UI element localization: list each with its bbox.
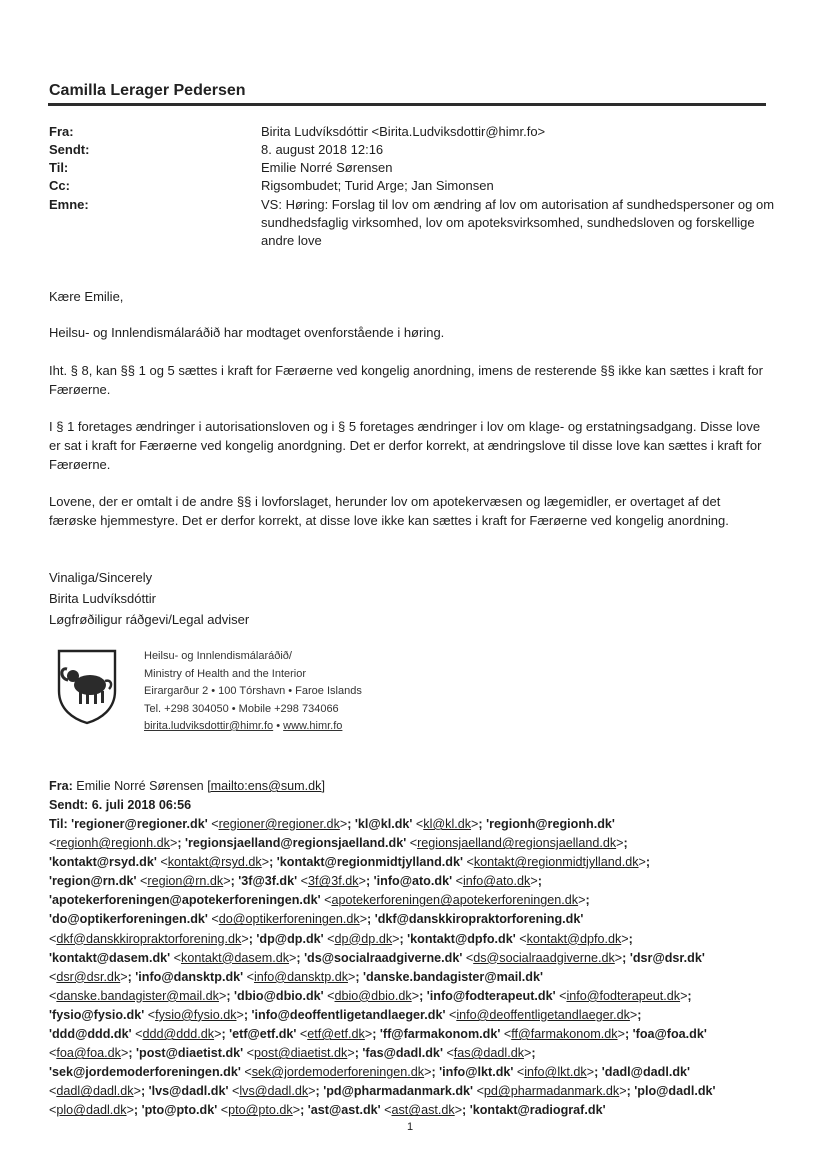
recipient-text: ; 'info@ato.dk' [365, 874, 456, 889]
recipient-bracket: < [246, 969, 254, 984]
recipient-bracket: < [173, 950, 182, 965]
from-value: Birita Ludvíksdóttir <Birita.Ludviksdottir@himr.fo> [261, 124, 546, 139]
recipient-line [49, 1063, 774, 1082]
recipient-bracket: > [169, 836, 178, 851]
recipient-bracket: < [232, 1084, 240, 1099]
recipient-line [49, 910, 774, 929]
recipient-email-link[interactable]: ddd@ddd.dk [142, 1027, 215, 1042]
page-number: 1 [407, 1121, 414, 1133]
recipient-email-link[interactable]: regionh@regionh.dk [56, 836, 170, 851]
recipient-email-link[interactable]: pto@pto.dk [228, 1103, 293, 1118]
signature [49, 567, 249, 630]
cc-value: Rigsombudet; Turid Arge; Jan Simonsen [261, 178, 494, 193]
recipient-line [49, 968, 774, 987]
recipient-email-link[interactable]: danske.bandagister@mail.dk [56, 988, 219, 1003]
recipient-email-link[interactable]: kl@kl.dk [423, 817, 472, 831]
recipient-email-link[interactable]: plo@dadl.dk [56, 1103, 127, 1118]
recipient-email-link[interactable]: kontakt@rsyd.dk [167, 855, 262, 870]
recipient-bracket: < [220, 1103, 229, 1118]
recipient-bracket: < [465, 950, 474, 965]
org-web-link[interactable]: www.himr.fo [283, 720, 343, 732]
recipient-bracket: > [411, 988, 420, 1003]
sent-value: 8. august 2018 12:16 [261, 142, 384, 157]
recipient-bracket: < [140, 874, 148, 889]
recipient-text: ; '3f@3f.dk' [230, 874, 301, 889]
signature-role: Løgfrøðiligur ráðgevi/Legal adviser [49, 612, 250, 627]
recipient-line [49, 930, 774, 949]
forward-from-row [49, 777, 774, 796]
recipient-bracket: > [621, 931, 629, 946]
recipient-text: ; 'pd@pharmadanmark.dk' [315, 1084, 477, 1099]
signature-closing: Vinaliga/Sincerely [49, 570, 153, 585]
org-line-4: Tel. +298 304050 • Mobile +298 734066 [144, 702, 339, 715]
recipient-bracket: > [471, 817, 479, 831]
recipient-line [49, 1006, 774, 1025]
sent-label: Sendt: [49, 142, 90, 157]
to-label: Til: [49, 160, 69, 175]
recipient-text: ; 'info@deoffentligetandlaeger.dk' [243, 1007, 449, 1022]
recipient-text: 'fysio@fysio.dk' [49, 1007, 148, 1022]
recipient-text: 'apotekerforeningen@apotekerforeningen.dk' [49, 893, 325, 908]
org-email-link[interactable]: birita.ludviksdottir@himr.fo [144, 720, 274, 732]
recipient-email-link[interactable]: post@diaetist.dk [254, 1046, 348, 1061]
recipient-text: ; 'dkf@danskkiropraktorforening.dk' [367, 912, 584, 927]
recipient-email-link[interactable]: etf@etf.dk [307, 1027, 365, 1042]
recipient-bracket: > [339, 817, 348, 831]
recipient-text: ; 'pto@pto.dk' [133, 1103, 221, 1118]
recipient-bracket: > [214, 1027, 222, 1042]
cc-label: Cc: [49, 178, 70, 193]
recipient-bracket: > [424, 1065, 432, 1080]
subject-label: Emne: [49, 197, 89, 212]
recipient-email-link[interactable]: pd@pharmadanmark.dk [483, 1084, 620, 1099]
recipient-text: 'do@optikerforeningen.dk' [49, 912, 212, 927]
recipient-text: ; 'fas@dadl.dk' [354, 1046, 447, 1061]
org-separator: • [273, 720, 284, 732]
recipient-bracket: > [308, 1084, 316, 1099]
recipient-email-link[interactable]: ast@ast.dk [391, 1103, 455, 1118]
recipient-bracket: < [503, 1027, 512, 1042]
title-rule [48, 103, 766, 106]
recipient-bracket: < [409, 836, 418, 851]
recipient-text: ; 'kontakt@dpfo.dk' [399, 931, 520, 946]
recipient-bracket: > [614, 950, 623, 965]
recipient-bracket: < [516, 1065, 525, 1080]
recipient-text: 'kontakt@dasem.dk' [49, 950, 174, 965]
recipient-text: 'region@rn.dk' [49, 874, 141, 889]
forward-from-value: Emilie Norré Sørensen [76, 779, 208, 793]
from-label: Fra: [49, 124, 74, 139]
recipient-line [49, 872, 774, 891]
recipient-bracket: > [617, 1027, 625, 1042]
recipient-bracket: < [466, 855, 474, 870]
org-contact-links [144, 718, 362, 736]
signature-name: Birita Ludvíksdóttir [49, 591, 156, 606]
recipient-email-link[interactable]: region@rn.dk [147, 874, 224, 889]
sender-title: Camilla Lerager Pedersen [49, 82, 246, 99]
recipient-email-link[interactable]: dadl@dadl.dk [56, 1084, 134, 1099]
recipient-bracket: < [49, 1084, 57, 1099]
organisation-block [144, 648, 362, 736]
recipient-email-link[interactable]: info@deoffentligetandlaeger.dk [456, 1007, 630, 1022]
recipient-bracket: > [629, 1007, 638, 1022]
recipient-email-link[interactable]: info@dansktp.dk [254, 969, 348, 984]
recipient-bracket: < [327, 988, 335, 1003]
recipient-email-link[interactable]: info@fodterapeut.dk [566, 988, 681, 1003]
recipient-text: ; 'regionsjaelland@regionsjaelland.dk' [177, 836, 410, 851]
recipient-text: ; 'lvs@dadl.dk' [140, 1084, 232, 1099]
recipient-text: ; [645, 855, 651, 870]
recipient-bracket: < [324, 893, 332, 908]
recipient-text: ; 'kontakt@radiograf.dk' [462, 1103, 606, 1118]
recipient-text: ; 'info@lkt.dk' [431, 1065, 517, 1080]
recipient-email-link[interactable]: dbio@dbio.dk [334, 988, 412, 1003]
recipient-bracket: > [218, 988, 227, 1003]
recipient-bracket: < [300, 874, 308, 889]
recipient-bracket: > [126, 1103, 134, 1118]
subject-value: VS: Høring: Forslag til lov om ændring af lov om autorisation af sundhedspersoner og om sundhedsfaglig virksomhed, lov om apoteksvirksomhed, sundhedsloven og forskellige andre love [261, 197, 775, 248]
recipient-bracket: > [120, 1046, 129, 1061]
recipient-bracket: < [135, 1027, 143, 1042]
recipient-bracket: < [211, 912, 219, 927]
recipient-email-link[interactable]: info@ato.dk [462, 874, 531, 889]
recipient-text: ; 'foa@foa.dk' [624, 1027, 707, 1042]
recipient-bracket: > [292, 1103, 301, 1118]
recipient-email-link[interactable]: kontakt@regionmidtjylland.dk [473, 855, 639, 870]
greeting: Kære Emilie, [49, 289, 124, 304]
recipient-bracket: < [384, 1103, 392, 1118]
recipient-bracket: < [49, 836, 57, 851]
recipient-bracket: > [261, 855, 270, 870]
recipient-text: ; 'dbio@dbio.dk' [226, 988, 328, 1003]
recipient-bracket: > [578, 893, 586, 908]
recipient-text: ; 'ff@farmakonom.dk' [372, 1027, 504, 1042]
recipient-bracket: > [347, 1046, 355, 1061]
recipient-text: ; 'regionh@regionh.dk' [478, 817, 615, 831]
recipient-bracket: > [120, 969, 128, 984]
recipient-bracket: > [524, 1046, 532, 1061]
recipient-bracket: > [359, 912, 368, 927]
recipient-bracket: > [619, 1084, 627, 1099]
recipient-bracket: > [236, 1007, 244, 1022]
recipient-email-link[interactable]: kontakt@dasem.dk [181, 950, 290, 965]
recipient-bracket: < [476, 1084, 484, 1099]
recipient-email-link[interactable]: ff@farmakonom.dk [511, 1027, 618, 1042]
recipient-line [49, 891, 774, 910]
org-line-3: Eirargarður 2 • 100 Tórshavn • Faroe Islands [144, 685, 362, 697]
recipient-bracket: < [244, 1065, 252, 1080]
recipient-text: ; 'dadl@dadl.dk' [594, 1065, 691, 1080]
to-value: Emilie Norré Sørensen [261, 160, 393, 175]
forward-to-block [49, 815, 774, 1121]
recipient-text: 'regioner@regioner.dk' [71, 817, 212, 831]
paragraph-1: Heilsu- og Innlendismálaráðið har modtaget ovenforstående i høring. [49, 325, 445, 340]
paragraph-3: I § 1 foretages ændringer i autorisationsloven og i § 5 foretages ændringer i lov om klage- og erstatningsadgang. Disse love er sat i kraft for Færøerne ved kongelig anordgning. Det er derfor korrekt, at ændringslove til disse love kan sættes i kraft for Færøerne. [49, 419, 762, 472]
recipient-email-link[interactable]: dsr@dsr.dk [56, 969, 121, 984]
recipient-email-link[interactable]: fas@dadl.dk [453, 1046, 524, 1061]
recipient-text: ; 'etf@etf.dk' [221, 1027, 300, 1042]
recipient-email-link[interactable]: fysio@fysio.dk [155, 1007, 237, 1022]
recipient-bracket: < [49, 931, 57, 946]
recipient-text: 'sek@jordemoderforeningen.dk' [49, 1065, 245, 1080]
recipient-bracket: > [454, 1103, 463, 1118]
recipient-bracket: > [530, 874, 538, 889]
recipient-email-link[interactable]: dp@dp.dk [334, 931, 393, 946]
recipient-bracket: < [160, 855, 168, 870]
recipient-text: ; [687, 988, 692, 1003]
recipient-bracket: < [49, 1046, 57, 1061]
recipient-text: ; 'ast@ast.dk' [300, 1103, 385, 1118]
recipient-bracket: > [680, 988, 688, 1003]
forward-to-label: Til: [49, 817, 72, 831]
recipient-email-link[interactable]: info@lkt.dk [524, 1065, 587, 1080]
recipient-text: ; 'kontakt@regionmidtjylland.dk' [269, 855, 467, 870]
recipient-text: ; 'info@fodterapeut.dk' [419, 988, 560, 1003]
recipient-text: ; [531, 1046, 536, 1061]
recipient-text: 'kontakt@rsyd.dk' [49, 855, 161, 870]
recipient-bracket: > [348, 969, 356, 984]
forward-mailto-link[interactable]: [mailto:ens@sum.dk] [207, 779, 325, 793]
recipient-bracket: > [289, 950, 297, 965]
recipient-bracket: > [241, 931, 249, 946]
recipient-email-link[interactable]: ds@socialraadgiverne.dk [473, 950, 615, 965]
recipient-bracket: < [147, 1007, 156, 1022]
forward-to-lines [49, 815, 774, 1121]
org-line-1: Heilsu- og Innlendismálaráðið/ [144, 650, 292, 662]
recipient-text: ; 'kl@kl.dk' [347, 817, 416, 831]
forward-from-label: Fra: [49, 779, 73, 793]
forward-sent-label: Sendt: [49, 798, 89, 812]
recipient-email-link[interactable]: dkf@danskkiropraktorforening.dk [56, 931, 242, 946]
paragraph-4: Lovene, der er omtalt i de andre §§ i lovforslaget, herunder lov om apotekervæsen og lægemidler, er overtaget af det færøske hjemmestyre. Det er derfor korrekt, at disse love ikke kan sættes i kraft for Færøerne ved kongelig anordning. [49, 494, 729, 528]
recipient-line [49, 949, 774, 968]
paragraph-2: Iht. § 8, kan §§ 1 og 5 sættes i kraft for Færøerne ved kongelig anordning, imens de resterende §§ ikke kan sættes i kraft for Færøerne. [49, 363, 763, 397]
org-line-2: Ministry of Health and the Interior [144, 667, 307, 680]
recipient-line [49, 1101, 774, 1120]
recipient-text: ; [628, 931, 633, 946]
recipient-bracket: < [327, 931, 335, 946]
recipient-bracket: > [133, 1084, 141, 1099]
recipient-text: ; [623, 836, 628, 851]
recipient-email-link[interactable]: do@optikerforeningen.dk [218, 912, 360, 927]
recipient-bracket: < [559, 988, 567, 1003]
recipient-text: ; 'danske.bandagister@mail.dk' [355, 969, 543, 984]
forward-sent-row [49, 796, 774, 815]
recipient-text: ; 'dsr@dsr.dk' [622, 950, 705, 965]
recipient-text: ; [637, 1007, 642, 1022]
recipient-bracket: > [223, 874, 231, 889]
recipient-text: ; 'dp@dp.dk' [248, 931, 328, 946]
recipient-bracket: < [299, 1027, 308, 1042]
recipient-bracket: > [392, 931, 400, 946]
recipient-line [49, 1044, 774, 1063]
recipient-bracket: > [586, 1065, 595, 1080]
recipient-bracket: < [446, 1046, 454, 1061]
recipient-bracket: < [49, 969, 57, 984]
recipient-bracket: > [358, 874, 366, 889]
recipient-bracket: < [49, 1103, 57, 1118]
ram-coat-of-arms-icon [56, 647, 118, 725]
recipient-email-link[interactable]: sek@jordemoderforeningen.dk [251, 1065, 425, 1080]
recipient-bracket: < [246, 1046, 255, 1061]
recipient-text: ; [585, 893, 590, 908]
recipient-line [49, 834, 774, 853]
recipient-email-link[interactable]: lvs@dadl.dk [239, 1084, 309, 1099]
recipient-text: 'ddd@ddd.dk' [49, 1027, 136, 1042]
recipient-line [49, 1025, 774, 1044]
recipient-line [49, 853, 774, 872]
recipient-email-link[interactable]: 3f@3f.dk [307, 874, 359, 889]
recipient-text: ; 'plo@dadl.dk' [626, 1084, 716, 1099]
recipient-bracket: < [455, 874, 463, 889]
recipient-line [49, 815, 774, 834]
recipient-line [49, 987, 774, 1006]
recipient-line [49, 1082, 774, 1101]
recipient-email-link[interactable]: regioner@regioner.dk [218, 817, 340, 831]
recipient-text: ; 'post@diaetist.dk' [128, 1046, 247, 1061]
recipient-email-link[interactable]: apotekerforeningen@apotekerforeningen.dk [331, 893, 579, 908]
recipient-email-link[interactable]: kontakt@dpfo.dk [526, 931, 622, 946]
recipient-bracket: < [49, 988, 57, 1003]
recipient-text: ; [537, 874, 542, 889]
recipient-bracket: < [415, 817, 424, 831]
recipient-bracket: > [616, 836, 624, 851]
recipient-email-link[interactable]: regionsjaelland@regionsjaelland.dk [417, 836, 617, 851]
forward-sent-value: 6. juli 2018 06:56 [91, 798, 192, 812]
recipient-text: ; 'info@dansktp.dk' [127, 969, 247, 984]
recipient-bracket: > [364, 1027, 373, 1042]
recipient-bracket: > [638, 855, 646, 870]
recipient-bracket: < [448, 1007, 457, 1022]
recipient-bracket: < [211, 817, 219, 831]
recipient-bracket: < [519, 931, 527, 946]
recipient-text: ; 'ds@socialraadgiverne.dk' [296, 950, 466, 965]
recipient-email-link[interactable]: foa@foa.dk [56, 1046, 121, 1061]
